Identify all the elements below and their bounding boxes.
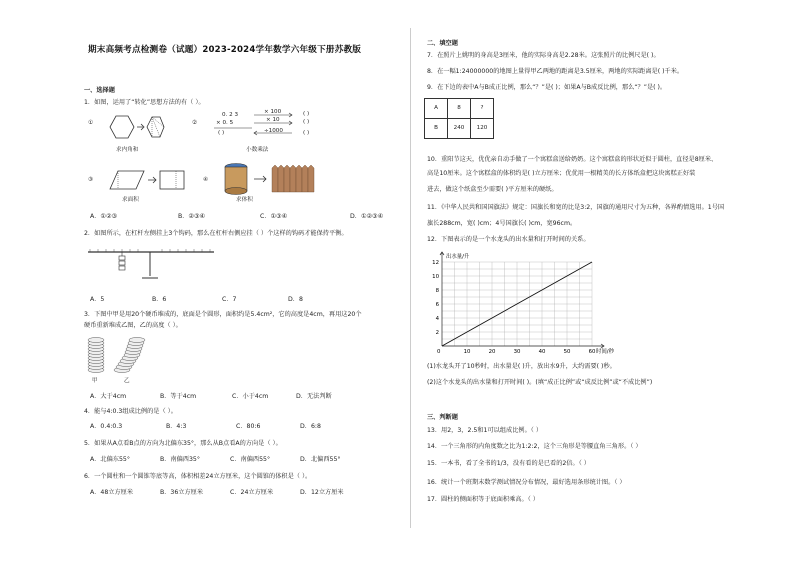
parallelogram-figure — [100, 167, 188, 193]
question-10-line-2: 高是10厘米。这个寓糕盒的体积约是( )立方厘米；优优用一根精美的长方体纸盒把这块寓糕正好装 — [427, 170, 696, 177]
q3-option-b[interactable]: B．等于4cm — [160, 393, 197, 400]
question-11-line-1: 11．《中华人民共和国国旗法》规定：国旗长和宽的比是3:2，国旗的通用尺寸为五种，各界酌情选用。1号国 — [427, 204, 725, 211]
question-10-line-1: 10．重阳节这天，优优亲自动手做了一个寓糕盒送给奶奶。这个寓糕盒的形状近似于圆柱，直径是8厘米、 — [427, 156, 718, 163]
q3-option-a[interactable]: A．大于4cm — [90, 393, 127, 400]
calc-top: 0. 2 3 — [222, 112, 239, 118]
x-tick-label: 50 — [563, 349, 571, 355]
stack-label-yi: 乙 — [124, 378, 130, 384]
y-tick-label: 10 — [432, 274, 439, 280]
q5-option-b[interactable]: B．南偏西35° — [160, 456, 200, 463]
q6-option-c[interactable]: C．24立方厘米 — [230, 489, 274, 496]
paren-1: ( ) — [303, 111, 310, 117]
y-tick-label: 12 — [432, 260, 439, 266]
stack-label-jia: 甲 — [92, 378, 98, 384]
question-14: 14．一个三角形的内角度数之比为1:2:2，这个三角形是等腰直角三角形。（ ） — [427, 443, 642, 450]
q6-option-a[interactable]: A．48立方厘米 — [90, 489, 134, 496]
question-8: 8．在一幅1:24000000的地图上量得甲乙两地的距离是3.5厘米，两地的实际距离是( )千米。 — [427, 68, 684, 75]
q1-label-4: ④ — [203, 177, 209, 183]
question-17: 17．圆柱的侧面积等于底面积乘高。（ ） — [427, 496, 539, 503]
q9-cell: A — [425, 99, 448, 119]
q5-option-c[interactable]: C．南偏西55° — [230, 456, 271, 463]
question-7: 7．在照片上姚明的身高是3厘米，他的实际身高是2.28米。这张照片的比例尺是( )。 — [427, 52, 660, 59]
q3-option-c[interactable]: C．小于4cm — [232, 393, 269, 400]
y-tick-label: 4 — [435, 316, 439, 322]
cylinder-figure — [222, 162, 322, 196]
paren-2: ( ) — [303, 119, 310, 125]
water-flow-chart — [424, 250, 624, 360]
q9-cell: 120 — [471, 119, 494, 139]
q9-cell: 240 — [448, 119, 471, 139]
chart-ticks — [432, 260, 596, 355]
question-2: 2．如图所示，在杠杆左侧挂上3个钩码，那么在杠杆右侧应挂（ ）个这样的钩码才能保持平衡。 — [84, 230, 348, 237]
y-tick-label: 6 — [435, 302, 439, 308]
y-tick-label: 2 — [435, 330, 439, 336]
calc-arrows — [252, 112, 330, 142]
q2-option-a[interactable]: A．5 — [90, 296, 105, 303]
column-divider — [410, 28, 411, 528]
question-1: 1．如图，运用了“转化”思想方法的有（ ）。 — [84, 99, 205, 106]
q9-cell: B — [425, 119, 448, 139]
chart-y-axis-label: 出水量/升 — [446, 254, 470, 260]
q1-option-d[interactable]: D．①②③④ — [350, 213, 384, 220]
question-16: 16．统计一个班期末数学测试情况分布情况，最好选用条形统计图。（ ） — [427, 479, 626, 486]
q9-table — [424, 98, 494, 139]
q2-option-d[interactable]: D．8 — [288, 296, 303, 303]
q1-option-c[interactable]: C．①③④ — [260, 213, 288, 220]
question-5: 5．如果从A点看B点的方向为北偏东35°，那么从B点看A的方向是（ ）。 — [84, 440, 282, 447]
question-12: 12．下图表示的是一个水龙头的出水量和打开时间的关系。 — [427, 236, 590, 243]
hexagon-figure — [103, 113, 163, 141]
question-12-part-1: (1)水龙头开了10秒时，出水量是( )升，放出水9升，大约需要( )秒。 — [427, 363, 616, 370]
question-4: 4．能与4:0.3组成比例的是（ ）。 — [84, 408, 177, 415]
q3-option-d[interactable]: D．无法判断 — [296, 393, 332, 400]
x-tick-label: 40 — [538, 349, 546, 355]
paren-3: ( ) — [303, 130, 310, 136]
q1-option-a[interactable]: A．①②③ — [90, 213, 118, 220]
lever-figure — [86, 242, 218, 282]
q9-cell: 8 — [448, 99, 471, 119]
question-12-part-2: (2)这个水龙头的出水量和打开时间( )。(填“成正比例”或“成反比例”或“不成比例”) — [427, 379, 653, 386]
question-10-line-3: 进去，做这个纸盒至少需要( )平方厘米的硬纸。 — [427, 186, 558, 193]
x-tick-label: 20 — [488, 349, 496, 355]
coin-stacks-figure — [86, 334, 148, 376]
op-2: × 10 — [266, 117, 280, 123]
q2-option-c[interactable]: C．7 — [222, 296, 237, 303]
calc-line — [214, 127, 254, 129]
question-9: 9．在下边的表中A与B成正比例，那么“？”是( )；如果A与B成反比例，那么“？”是( )。 — [427, 84, 667, 91]
q1-label-2: ② — [192, 120, 198, 126]
q2-option-b[interactable]: B．6 — [152, 296, 167, 303]
y-tick-label: 8 — [435, 288, 439, 294]
chart-x-axis-label: 时间/秒 — [596, 349, 614, 355]
q4-option-c[interactable]: C．80:6 — [236, 423, 261, 430]
chart-origin-label: 0 — [437, 349, 441, 355]
question-3-line-2: 硬币重新堆成乙图，乙的高度（ ）。 — [84, 322, 182, 329]
q5-option-d[interactable]: D．北偏西55° — [300, 456, 341, 463]
q1-option-b[interactable]: B．②③④ — [178, 213, 206, 220]
q1-caption-1: 求内角和 — [116, 147, 139, 153]
x-tick-label: 10 — [463, 349, 471, 355]
question-15: 15．一本书，看了全书的1/3，没有看的是已看的2倍。（ ） — [427, 460, 590, 467]
q9-cell: ? — [471, 99, 494, 119]
page-title: 期末高频考点检测卷（试题）2023-2024学年数学六年级下册苏教版 — [88, 45, 362, 55]
section-choice: 一、选择题 — [84, 87, 115, 94]
q1-label-1: ① — [88, 120, 94, 126]
q1-caption-3: 求面积 — [122, 197, 139, 203]
x-tick-label: 60 — [588, 349, 596, 355]
q4-option-b[interactable]: B．4:3 — [166, 423, 187, 430]
question-3-line-1: 3．下图中甲是用20个硬币堆成的，底面是个圆形，面积约是5.4cm²，它的高度是4cm，再用这20个 — [84, 311, 362, 318]
calc-result: ( ) — [218, 130, 225, 136]
section-fill: 二、填空题 — [427, 40, 458, 47]
section-judge: 三、判断题 — [427, 414, 458, 421]
question-13: 13．用2，3，2.5和1可以组成比例。（ ） — [427, 427, 543, 434]
op-1: × 100 — [264, 109, 282, 115]
question-6: 6．一个圆柱和一个圆锥等底等高，体积相差24立方厘米，这个圆锥的体积是（ ）。 — [84, 473, 312, 480]
question-11-line-2: 旗长288cm，宽( )cm；4号国旗长( )cm，宽96cm。 — [427, 220, 577, 227]
q1-label-3: ③ — [88, 177, 94, 183]
q6-option-d[interactable]: D．12立方厘米 — [300, 489, 344, 496]
q4-option-d[interactable]: D．6:8 — [300, 423, 321, 430]
calc-mid: × 0. 5 — [216, 120, 234, 126]
q5-option-a[interactable]: A．北偏东55° — [90, 456, 130, 463]
q6-option-b[interactable]: B．36立方厘米 — [160, 489, 204, 496]
q4-option-a[interactable]: A．0.4:0.3 — [90, 423, 123, 430]
op-3: ÷1000 — [264, 128, 283, 134]
q1-caption-4: 求体积 — [236, 197, 253, 203]
x-tick-label: 30 — [513, 349, 521, 355]
q1-caption-2: 小数乘法 — [246, 147, 269, 153]
